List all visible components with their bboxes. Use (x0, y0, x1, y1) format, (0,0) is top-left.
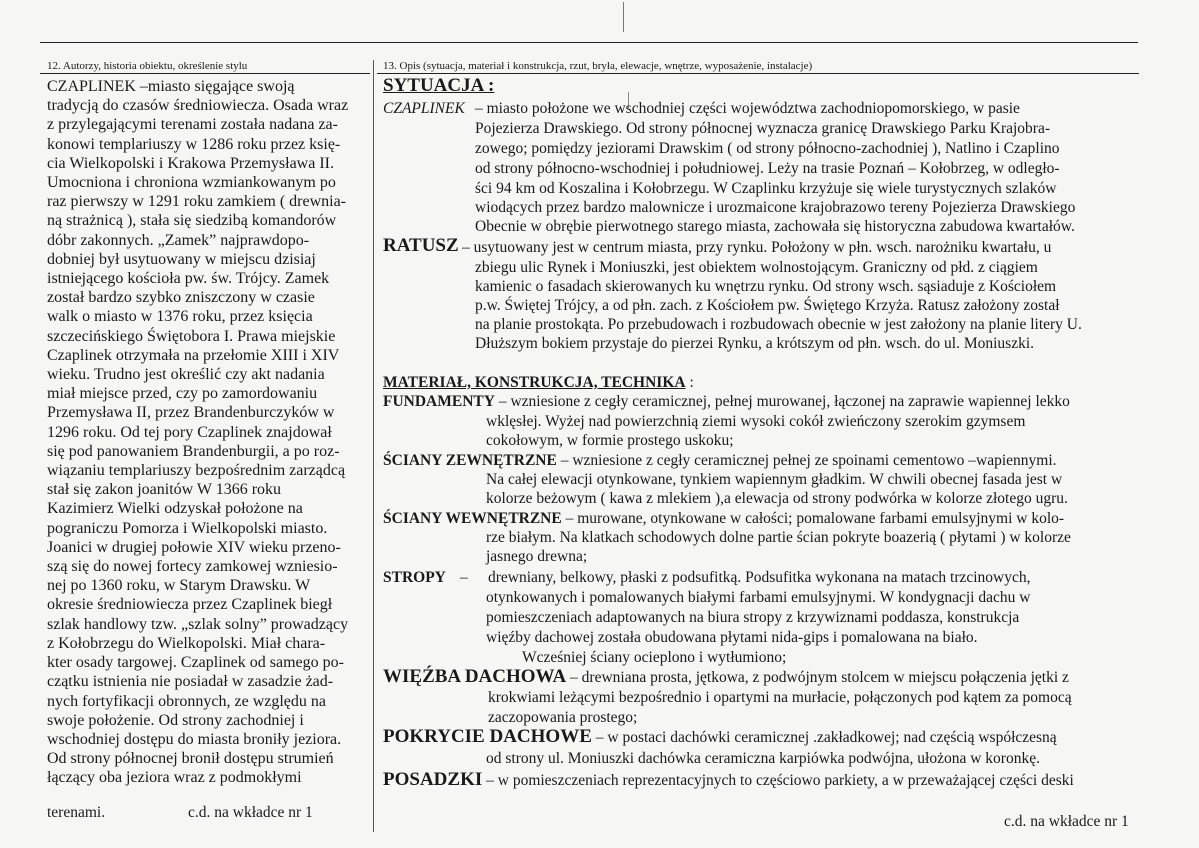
czaplinek-label: CZAPLINEK (383, 100, 465, 117)
sciany-zew-line: Na całej elewacji otynkowane, tynkiem wapiennym gładkim. W chwili obecnej fasada jest w (486, 471, 1063, 488)
pokrycie-text: – w postaci dachówki ceramicznej .zakładkowej; nad częścią współczesną (591, 729, 1057, 746)
history-line: kter osady targowej. Czaplinek od samego po- (47, 654, 344, 672)
stropy-line: drewniany, belkowy, płaski z podsufitką. Podsufitka wykonana na matach trzcinowych, (488, 569, 1031, 586)
sytuacja-heading: SYTUACJA : (383, 75, 495, 96)
fundamenty-text: – wzniesione z cegły ceramicznej, pełnej murowanej, łączonej na zaprawie wapiennej lekko (494, 393, 1070, 410)
history-line: wschodniej dostępu do miasta broniły jeziora. (47, 730, 342, 748)
fundamenty-line: cokołowym, w formie prostego uskoku; (486, 432, 734, 449)
wiezba-line (383, 668, 1069, 687)
posadzki-text: – w pomieszczeniach reprezentacyjnych to częściowo parkiety, a w przeważającej części deski (482, 772, 1074, 789)
history-line: wieku. Trudno jest określić czy akt nadania (47, 366, 325, 384)
pokrycie-line: od strony ul. Moniuszki dachówka ceramiczna karpiówka podwójna, ułożona w koronkę. (486, 750, 1040, 767)
material-heading: MATERIAŁ, KONSTRUKCJA, TECHNIKA (383, 374, 686, 391)
fundamenty-line (383, 393, 1070, 411)
column-divider (373, 60, 374, 832)
history-line: Od strony północnej bronił dostępu strumień (47, 750, 334, 768)
ratusz-line: p.w. Świętej Trójcy, a od płn. zach. z Kościołem pw. Świętego Krzyża. Ratusz założony został (475, 297, 1060, 314)
czaplinek-line: – miasto położone we wschodniej części województwa zachodniopomorskiego, w pasie (475, 100, 1020, 117)
czaplinek-line: ści 94 km od Koszalina i Kołobrzegu. W Czaplinku krzyżuje się wiele turystycznych szlaków (475, 180, 1057, 197)
ratusz-line: – usytuowany jest w centrum miasta, przy rynku. Położony w płn. wsch. narożniku kwartału, u (462, 239, 1052, 256)
left-continuation-note: c.d. na wkładce nr 1 (188, 804, 313, 821)
history-line: szczecińskiego Świętobora I. Prawa miejskie (47, 327, 336, 345)
history-line: Joanici w drugiej połowie XIV wieku przeno- (47, 538, 341, 556)
history-line: stał się zakon joanitów W 1366 roku (47, 481, 282, 499)
history-column (47, 77, 367, 788)
frame-top-rule (40, 42, 1138, 43)
sciany-wew-text: – murowane, otynkowane w całości; pomalowane farbami emulsyjnymi w kolo- (561, 510, 1065, 527)
history-line: szą się do nowej fortecy zamkowej wzniesio- (47, 558, 338, 576)
sciany-zew-text: – wzniesione z cegły ceramicznej pełnej ze spoinami cementowo –wapiennymi. (556, 452, 1057, 469)
left-last-line: terenami. (47, 804, 106, 821)
fundamenty-line: wklęsłej. Wyżej nad powierzchnią ziemi wysoki cokół zwieńczony szerokim gzymsem (486, 413, 1026, 430)
history-line: konowi templariuszy w 1286 roku przez księ- (47, 135, 341, 153)
ratusz-line: Dłuższym bokiem przystaje do pierzei Rynku, a krótszym od płn. wsch. do ul. Moniuszki. (475, 335, 1035, 352)
czaplinek-line: od strony północno-wschodniej i południowej. Leży na trasie Poznań – Kołobrzeg, w odległo- (475, 160, 1060, 177)
history-line: dobniej był usytuowany w miejscu dzisiaj (47, 250, 316, 268)
wiezba-text: – drewniana prosta, jętkowa, z podwójnym stolcem w miejscu połączenia jętki z (566, 669, 1069, 686)
ratusz-line: kamienic o fasadach skierowanych ku wnętrzu rynku. Od strony wsch. sąsiaduje z Kościołem (475, 278, 1057, 295)
history-line: pograniczu Pomorza i Wielkopolski miasto. (47, 519, 328, 537)
history-line: łączący oba jeziora wraz z podmokłymi (47, 769, 302, 787)
history-line: tradycją do czasów średniowiecza. Osada wraz (47, 97, 349, 115)
wiezba-line: krokwiami leżącymi bezpośrednio i opartymi na murłacie, połączonych pod kątem za pomocą (488, 689, 1072, 706)
history-line: czątku istnienia nie posiadał w zasadzie żad- (47, 673, 334, 691)
history-line: miał miejsce przed, czy po zamordowaniu (47, 385, 318, 403)
header-rule-right (377, 73, 1139, 74)
stropy-dash: – (460, 569, 468, 586)
history-line: okresie średniowiecza przez Czaplinek biegł (47, 596, 333, 614)
history-line: raz pierwszy w 1291 roku zamkiem ( drewnia- (47, 193, 346, 211)
material-heading-line (383, 374, 694, 392)
sciany-zew-label: ŚCIANY ZEWNĘTRZNE (383, 452, 557, 469)
right-continuation-note: c.d. na wkładce nr 1 (1004, 813, 1129, 830)
stropy-line: otynkowanych i pomalowanych białymi farbami emulsyjnymi. W kondygnacji dachu w (486, 589, 1031, 606)
history-line: z Kołobrzegu do Wielkopolski. Miał chara- (47, 634, 326, 652)
stropy-line: pomieszczeniach adaptowanych na biura stropy z krzywiznami poddasza, konstrukcja (486, 609, 1020, 626)
stropy-line: Wcześniej ściany ocieplono i wytłumiono; (522, 649, 787, 666)
history-line: CZAPLINEK –miasto sięgające swoją (47, 78, 295, 95)
history-line: ną strażnicą ), stała się siedzibą komandorów (47, 212, 337, 230)
history-line: nej po 1360 roku, w Starym Drawsku. W (47, 577, 311, 595)
header-left: 12. Autorzy, historia obiektu, określenie stylu (47, 60, 248, 72)
history-line: został bardzo szybko zniszczony w czasie (47, 289, 315, 307)
history-line: nych fortyfikacji obronnych, ze względu na (47, 692, 327, 710)
header-rule-left (40, 73, 370, 74)
ratusz-line: na planie prostokąta. Po przebudowach i rozbudowach obecnie w jest założony na planie litery U. (475, 316, 1082, 333)
stropy-line: więźby dachowej została obudowana płytami nida-gips i pomalowana na biało. (486, 629, 978, 646)
stropy-label: STROPY (383, 569, 446, 586)
sciany-zew-line: kolorze beżowym ( kawa z mlekiem ),a elewacja od strony podwórka w kolorze złotego ugru. (486, 490, 1068, 507)
header-right: 13. Opis (sytuacja, materiał i konstrukcja, rzut, bryła, elewacje, wnętrze, wyposażenie, instalacje) (383, 60, 813, 72)
sciany-wew-line (383, 510, 1064, 528)
czaplinek-line: zowego; pomiędzy jeziorami Drawskim ( od strony północno-zachodniej ), Natlino i Czaplino (475, 140, 1060, 157)
history-line: swoje położenie. Od strony zachodniej i (47, 711, 304, 729)
ratusz-label: RATUSZ (383, 235, 459, 256)
sciany-zew-line (383, 452, 1057, 470)
fundamenty-label: FUNDAMENTY (383, 393, 495, 410)
material-colon: : (685, 374, 694, 391)
history-line: wiązaniu templariuszy bezpośrednim zarządcą (47, 462, 346, 480)
sciany-wew-line: jasnego drewna; (486, 548, 588, 565)
pen-mark (623, 2, 624, 32)
history-line: Czaplinek otrzymała na przełomie XIII i XIV (47, 346, 340, 364)
history-line: cia Wielkopolski i Krakowa Przemysława II. (47, 154, 334, 172)
history-line: Umocniona i chroniona wzmiankowanym po (47, 174, 336, 192)
wiezba-line: zaczopowania prostego; (488, 709, 638, 726)
czaplinek-line: Obecnie w obrębie pierwotnego starego miasta, zachowała się historyczna zabudowa kwartałów. (475, 218, 1075, 235)
history-line: Przemysława II, przez Brandenburczyków w (47, 404, 335, 422)
history-line: Kazimierz Wielki odzyskał położone na (47, 500, 303, 518)
posadzki-line (383, 771, 1074, 790)
history-line: 1296 roku. Od tej pory Czaplinek znajdował (47, 423, 332, 441)
history-line: walk o miasto w 1376 roku, przez księcia (47, 308, 313, 326)
history-line: z przylegającymi terenami została nadana za- (47, 116, 338, 134)
ratusz-line: zbiegu ulic Rynek i Moniuszki, jest obiektem wolnostojącym. Graniczny od płd. z ciągiem (475, 259, 1038, 276)
pokrycie-label: POKRYCIE DACHOWE (383, 726, 592, 747)
sciany-wew-label: ŚCIANY WEWNĘTRZNE (383, 510, 562, 527)
sciany-wew-line: rze białym. Na klatkach schodowych dolne partie ścian pokryte boazerią ( płytami ) w kolorze (486, 529, 1071, 546)
posadzki-label: POSADZKI (383, 769, 483, 790)
history-line: szlak handlowy tzw. „szlak solny” prowadzący (47, 615, 349, 633)
wiezba-label: WIĘŹBA DACHOWA (383, 666, 567, 687)
history-line: istniejącego kościoła pw. św. Trójcy. Zamek (47, 270, 330, 288)
czaplinek-line: Pojezierza Drawskiego. Od strony północnej wyznacza granicę Drawskiego Parku Krajobra- (475, 120, 1051, 137)
history-line: dóbr zakonnych. „Zamek” najprawdopo- (47, 231, 310, 249)
czaplinek-line: wiodących przez bardzo malownicze i urozmaicone krajobrazowo tereny Pojezierza Drawskiego (475, 199, 1076, 216)
pokrycie-line (383, 728, 1057, 747)
history-line: się pod panowaniem Brandenburgii, a po roz- (47, 442, 340, 460)
